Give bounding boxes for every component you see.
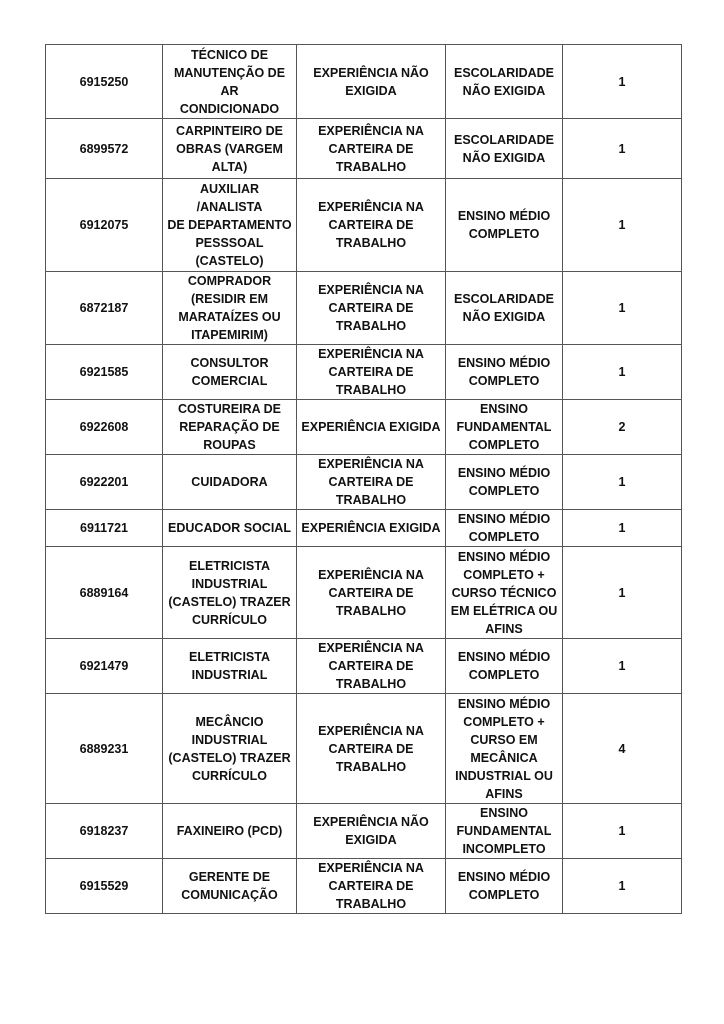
job-code-cell: 6899572 [46, 119, 163, 179]
education-cell: ENSINO FUNDAMENTAL INCOMPLETO [446, 804, 563, 859]
table-row [46, 45, 682, 119]
job-code-cell: 6911721 [46, 510, 163, 547]
experience-cell: EXPERIÊNCIA NA CARTEIRA DE TRABALHO [297, 859, 446, 914]
job-title-cell: MECÂNCIO INDUSTRIAL (CASTELO) TRAZER CURRÍCULO [163, 694, 297, 804]
education-cell: ENSINO MÉDIO COMPLETO [446, 179, 563, 272]
job-code-cell: 6915529 [46, 859, 163, 914]
job-code-cell: 6889164 [46, 547, 163, 639]
table-row [46, 272, 682, 345]
job-title-cell: ELETRICISTA INDUSTRIAL (CASTELO) TRAZER CURRÍCULO [163, 547, 297, 639]
experience-cell: EXPERIÊNCIA NA CARTEIRA DE TRABALHO [297, 547, 446, 639]
experience-cell: EXPERIÊNCIA NA CARTEIRA DE TRABALHO [297, 639, 446, 694]
table-row [46, 455, 682, 510]
table-row [46, 859, 682, 914]
job-title-cell: AUXILIAR /ANALISTA DE DEPARTAMENTO PESSSOAL (CASTELO) [163, 179, 297, 272]
education-cell: ENSINO MÉDIO COMPLETO + CURSO TÉCNICO EM ELÉTRICA OU AFINS [446, 547, 563, 639]
job-code-cell: 6889231 [46, 694, 163, 804]
table-row [46, 639, 682, 694]
vacancies-cell: 1 [563, 510, 682, 547]
table-row [46, 119, 682, 179]
table-row [46, 510, 682, 547]
table-row [46, 547, 682, 639]
job-title-cell: GERENTE DE COMUNICAÇÃO [163, 859, 297, 914]
job-title-cell: COSTUREIRA DE REPARAÇÃO DE ROUPAS [163, 400, 297, 455]
experience-cell: EXPERIÊNCIA EXIGIDA [297, 510, 446, 547]
vacancies-cell: 2 [563, 400, 682, 455]
experience-cell: EXPERIÊNCIA NA CARTEIRA DE TRABALHO [297, 119, 446, 179]
table-row [46, 694, 682, 804]
education-cell: ESCOLARIDADE NÃO EXIGIDA [446, 272, 563, 345]
vacancies-cell: 4 [563, 694, 682, 804]
experience-cell: EXPERIÊNCIA NA CARTEIRA DE TRABALHO [297, 272, 446, 345]
experience-cell: EXPERIÊNCIA EXIGIDA [297, 400, 446, 455]
education-cell: ENSINO MÉDIO COMPLETO + CURSO EM MECÂNICA INDUSTRIAL OU AFINS [446, 694, 563, 804]
job-code-cell: 6922608 [46, 400, 163, 455]
education-cell: ENSINO FUNDAMENTAL COMPLETO [446, 400, 563, 455]
job-code-cell: 6921479 [46, 639, 163, 694]
table-row [46, 345, 682, 400]
experience-cell: EXPERIÊNCIA NÃO EXIGIDA [297, 804, 446, 859]
education-cell: ENSINO MÉDIO COMPLETO [446, 345, 563, 400]
vacancies-cell: 1 [563, 345, 682, 400]
education-cell: ENSINO MÉDIO COMPLETO [446, 639, 563, 694]
education-cell: ESCOLARIDADE NÃO EXIGIDA [446, 45, 563, 119]
vacancies-cell: 1 [563, 119, 682, 179]
experience-cell: EXPERIÊNCIA NA CARTEIRA DE TRABALHO [297, 345, 446, 400]
vacancies-cell: 1 [563, 272, 682, 345]
vacancies-cell: 1 [563, 859, 682, 914]
vacancies-cell: 1 [563, 179, 682, 272]
table-row [46, 804, 682, 859]
job-title-cell: COMPRADOR (RESIDIR EM MARATAÍZES OU ITAPEMIRIM) [163, 272, 297, 345]
job-title-cell: CONSULTOR COMERCIAL [163, 345, 297, 400]
job-code-cell: 6918237 [46, 804, 163, 859]
education-cell: ENSINO MÉDIO COMPLETO [446, 510, 563, 547]
education-cell: ESCOLARIDADE NÃO EXIGIDA [446, 119, 563, 179]
experience-cell: EXPERIÊNCIA NA CARTEIRA DE TRABALHO [297, 455, 446, 510]
vacancies-cell: 1 [563, 547, 682, 639]
experience-cell: EXPERIÊNCIA NA CARTEIRA DE TRABALHO [297, 694, 446, 804]
table-row [46, 400, 682, 455]
job-code-cell: 6872187 [46, 272, 163, 345]
vacancies-cell: 1 [563, 804, 682, 859]
job-title-cell: FAXINEIRO (PCD) [163, 804, 297, 859]
vacancies-cell: 1 [563, 45, 682, 119]
job-title-cell: TÉCNICO DE MANUTENÇÃO DE AR CONDICIONADO [163, 45, 297, 119]
job-code-cell: 6912075 [46, 179, 163, 272]
experience-cell: EXPERIÊNCIA NA CARTEIRA DE TRABALHO [297, 179, 446, 272]
vacancies-cell: 1 [563, 639, 682, 694]
job-vacancies-table [45, 44, 682, 914]
job-title-cell: EDUCADOR SOCIAL [163, 510, 297, 547]
job-title-cell: ELETRICISTA INDUSTRIAL [163, 639, 297, 694]
job-code-cell: 6922201 [46, 455, 163, 510]
table-row [46, 179, 682, 272]
education-cell: ENSINO MÉDIO COMPLETO [446, 455, 563, 510]
job-title-cell: CARPINTEIRO DE OBRAS (VARGEM ALTA) [163, 119, 297, 179]
job-code-cell: 6915250 [46, 45, 163, 119]
job-code-cell: 6921585 [46, 345, 163, 400]
education-cell: ENSINO MÉDIO COMPLETO [446, 859, 563, 914]
vacancies-cell: 1 [563, 455, 682, 510]
experience-cell: EXPERIÊNCIA NÃO EXIGIDA [297, 45, 446, 119]
job-title-cell: CUIDADORA [163, 455, 297, 510]
